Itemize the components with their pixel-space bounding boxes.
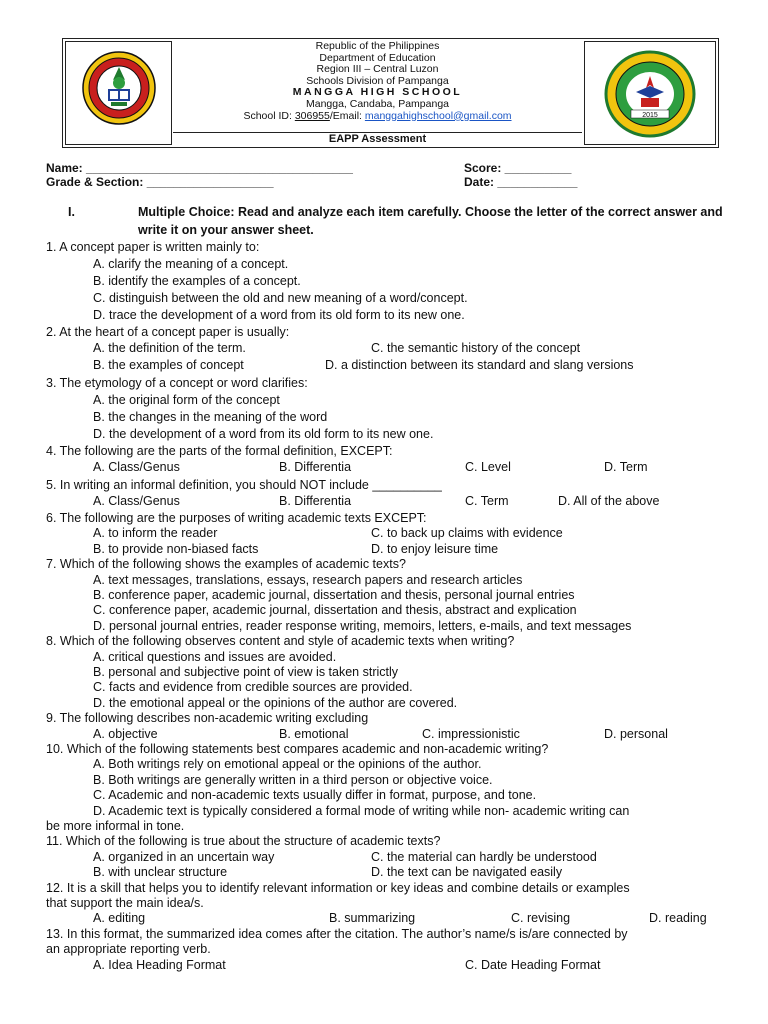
question-text: 9. The following describes non-academic writing excluding: [46, 711, 369, 726]
school-header: [62, 38, 719, 148]
question-text: 10. Which of the following statements best compares academic and non-academic writing?: [46, 742, 549, 757]
question-2: [46, 324, 726, 375]
choice-a: A. text messages, translations, essays, research papers and research articles: [93, 572, 523, 587]
choice-b: B. conference paper, academic journal, dissertation and thesis, personal journal entries: [93, 588, 575, 602]
choice-row: [46, 341, 726, 358]
seal-year: 2015: [642, 112, 658, 119]
choice-row: [46, 958, 726, 973]
choice-row: [46, 494, 726, 511]
choice-b: B. summarizing: [329, 911, 416, 926]
choice-b: B. with unclear structure: [93, 865, 228, 880]
tight-block: [46, 511, 726, 973]
school-contact: [173, 111, 582, 123]
question-text: 7. Which of the following shows the examples of academic texts?: [46, 557, 406, 572]
school-email-link[interactable]: manggahighschool@gmail.com: [364, 109, 512, 122]
name-score-row: [46, 161, 726, 175]
question-12: [46, 881, 726, 927]
choice-a: A. Both writings rely on emotional appeal or the opinions of the author.: [93, 757, 482, 772]
question-text: 2. At the heart of a concept paper is usually:: [46, 325, 290, 339]
school-name: MANGGA HIGH SCHOOL: [292, 86, 463, 99]
choice-d: D. the development of a word from its old form to its new one.: [93, 427, 434, 441]
choice-a: A. to inform the reader: [93, 526, 218, 541]
choice-c: C. distinguish between the old and new meaning of a word/concept.: [93, 291, 468, 305]
question-10: [46, 742, 726, 834]
question-text: 12. It is a skill that helps you to identify relevant information or key ideas and combine details or examples: [46, 880, 630, 895]
question-3: [46, 375, 726, 443]
choice-d: D. to enjoy leisure time: [371, 541, 499, 556]
score-field[interactable]: Score: __________: [464, 161, 572, 175]
school-id: 306955: [294, 109, 330, 122]
choice-a: A. organized in an uncertain way: [93, 849, 275, 864]
choice-d: D. personal: [604, 726, 668, 741]
choice-b: B. Differentia: [279, 494, 352, 508]
choice-b: B. to provide non-biased facts: [93, 541, 259, 556]
choice-row: [46, 358, 726, 375]
question-13: [46, 927, 726, 973]
choice-b: B. emotional: [279, 726, 349, 741]
question-text: 6. The following are the purposes of writing academic texts EXCEPT:: [46, 511, 427, 525]
deped-seal-icon: [81, 50, 157, 126]
header-line-republic: Republic of the Philippines: [315, 40, 440, 52]
choice-row: [46, 460, 726, 477]
question-text: 1. A concept paper is written mainly to:: [46, 240, 260, 254]
grade-date-row: [46, 175, 726, 189]
choice-b: B. personal and subjective point of view is taken strictly: [93, 665, 399, 680]
assessment-title: EAPP Assessment: [173, 132, 582, 146]
header-text-block: [173, 41, 582, 131]
question-text: 8. Which of the following observes content and style of academic texts when writing?: [46, 634, 515, 649]
question-8: [46, 634, 726, 711]
choice-a: A. the original form of the concept: [93, 393, 280, 407]
question-list: [46, 204, 726, 973]
choice-d: D. trace the development of a word from its old form to its new one.: [93, 308, 465, 322]
choice-a: A. clarify the meaning of a concept.: [93, 257, 289, 271]
choice-c: C. the semantic history of the concept: [371, 341, 581, 355]
choice-row: [46, 542, 726, 557]
choice-a: A. Class/Genus: [93, 460, 180, 474]
question-text-continued: an appropriate reporting verb.: [46, 942, 211, 957]
question-text: 3. The etymology of a concept or word clarifies:: [46, 376, 308, 390]
question-text-continued: that support the main idea/s.: [46, 896, 204, 911]
choice-c: C. impressionistic: [422, 726, 520, 741]
choice-d: D. a distinction between its standard and slang versions: [325, 358, 634, 372]
choice-a: A. critical questions and issues are avoided.: [93, 649, 337, 664]
choice-a: A. the definition of the term.: [93, 341, 246, 355]
choice-a: A. Class/Genus: [93, 494, 180, 508]
header-line-division: Schools Division of Pampanga: [306, 74, 449, 87]
choice-a: A. objective: [93, 726, 158, 741]
question-9: [46, 711, 726, 742]
choice-row: [46, 865, 726, 880]
question-1: [46, 239, 726, 324]
choice-row: [46, 850, 726, 865]
header-line-region: Region III – Central Luzon: [316, 63, 439, 76]
date-field[interactable]: Date: ____________: [464, 175, 578, 189]
choice-b: B. identify the examples of a concept.: [93, 274, 301, 288]
header-line-department: Department of Education: [319, 51, 436, 64]
school-seal-icon: [603, 50, 697, 138]
choice-a: A. editing: [93, 911, 146, 926]
choice-c: C. revising: [511, 911, 571, 926]
question-4: [46, 443, 726, 477]
student-fields: [46, 161, 726, 189]
choice-d: D. Academic text is typically considered a formal mode of writing while non- academic writing can: [93, 803, 630, 818]
choice-d-continued: be more informal in tone.: [46, 819, 185, 834]
question-5: [46, 477, 726, 511]
instruction-text: Multiple Choice: Read and analyze each item carefully. Choose the letter of the correct answer and write it on your answer sheet.: [138, 205, 723, 237]
choice-c: C. Academic and non-academic texts usually differ in format, purpose, and tone.: [93, 788, 537, 803]
choice-c: C. conference paper, academic journal, dissertation and thesis, abstract and explication: [93, 603, 577, 618]
choice-b: B. Both writings are generally written in a third person or objective voice.: [93, 772, 493, 787]
question-7: [46, 557, 726, 634]
choice-row: [46, 526, 726, 541]
left-logo-box: [65, 41, 172, 145]
choice-a: A. Idea Heading Format: [93, 957, 226, 972]
choice-c: C. to back up claims with evidence: [371, 526, 563, 541]
question-text: 5. In writing an informal definition, you should NOT include __________: [46, 478, 442, 492]
choice-c: C. Level: [465, 460, 511, 474]
choice-b: B. the examples of concept: [93, 358, 244, 372]
choice-d: D. the text can be navigated easily: [371, 865, 563, 880]
choice-d: D. Term: [604, 460, 648, 474]
instruction-number: I.: [68, 205, 75, 219]
name-field[interactable]: Name: ________________________________________: [46, 161, 353, 175]
question-text: 4. The following are the parts of the formal definition, EXCEPT:: [46, 444, 393, 458]
right-logo-box: [584, 41, 716, 145]
choice-b: B. the changes in the meaning of the word: [93, 410, 328, 424]
choice-d: D. All of the above: [558, 494, 660, 508]
instruction: [46, 204, 726, 239]
school-address: Mangga, Candaba, Pampanga: [305, 97, 450, 110]
email-label: /Email:: [329, 109, 365, 122]
choice-c: C. Term: [465, 494, 509, 508]
choice-row: [46, 727, 726, 742]
question-6: [46, 511, 726, 557]
choice-row: [46, 911, 726, 926]
choice-c: C. facts and evidence from credible sources are provided.: [93, 680, 413, 695]
choice-d: D. personal journal entries, reader response writing, memoirs, letters, e-mails, and text messages: [93, 618, 632, 633]
question-text: 13. In this format, the summarized idea comes after the citation. The author’s name/s is/are connected by: [46, 926, 628, 941]
choice-d: D. reading: [649, 911, 707, 926]
choice-d: D. the emotional appeal or the opinions of the author are covered.: [93, 695, 458, 710]
school-id-label: School ID:: [243, 109, 295, 122]
choice-c: C. Date Heading Format: [465, 957, 601, 972]
grade-section-field[interactable]: Grade & Section: ___________________: [46, 175, 274, 189]
choice-b: B. Differentia: [279, 460, 352, 474]
question-11: [46, 834, 726, 880]
choice-c: C. the material can hardly be understood: [371, 849, 597, 864]
question-text: 11. Which of the following is true about the structure of academic texts?: [46, 834, 441, 849]
